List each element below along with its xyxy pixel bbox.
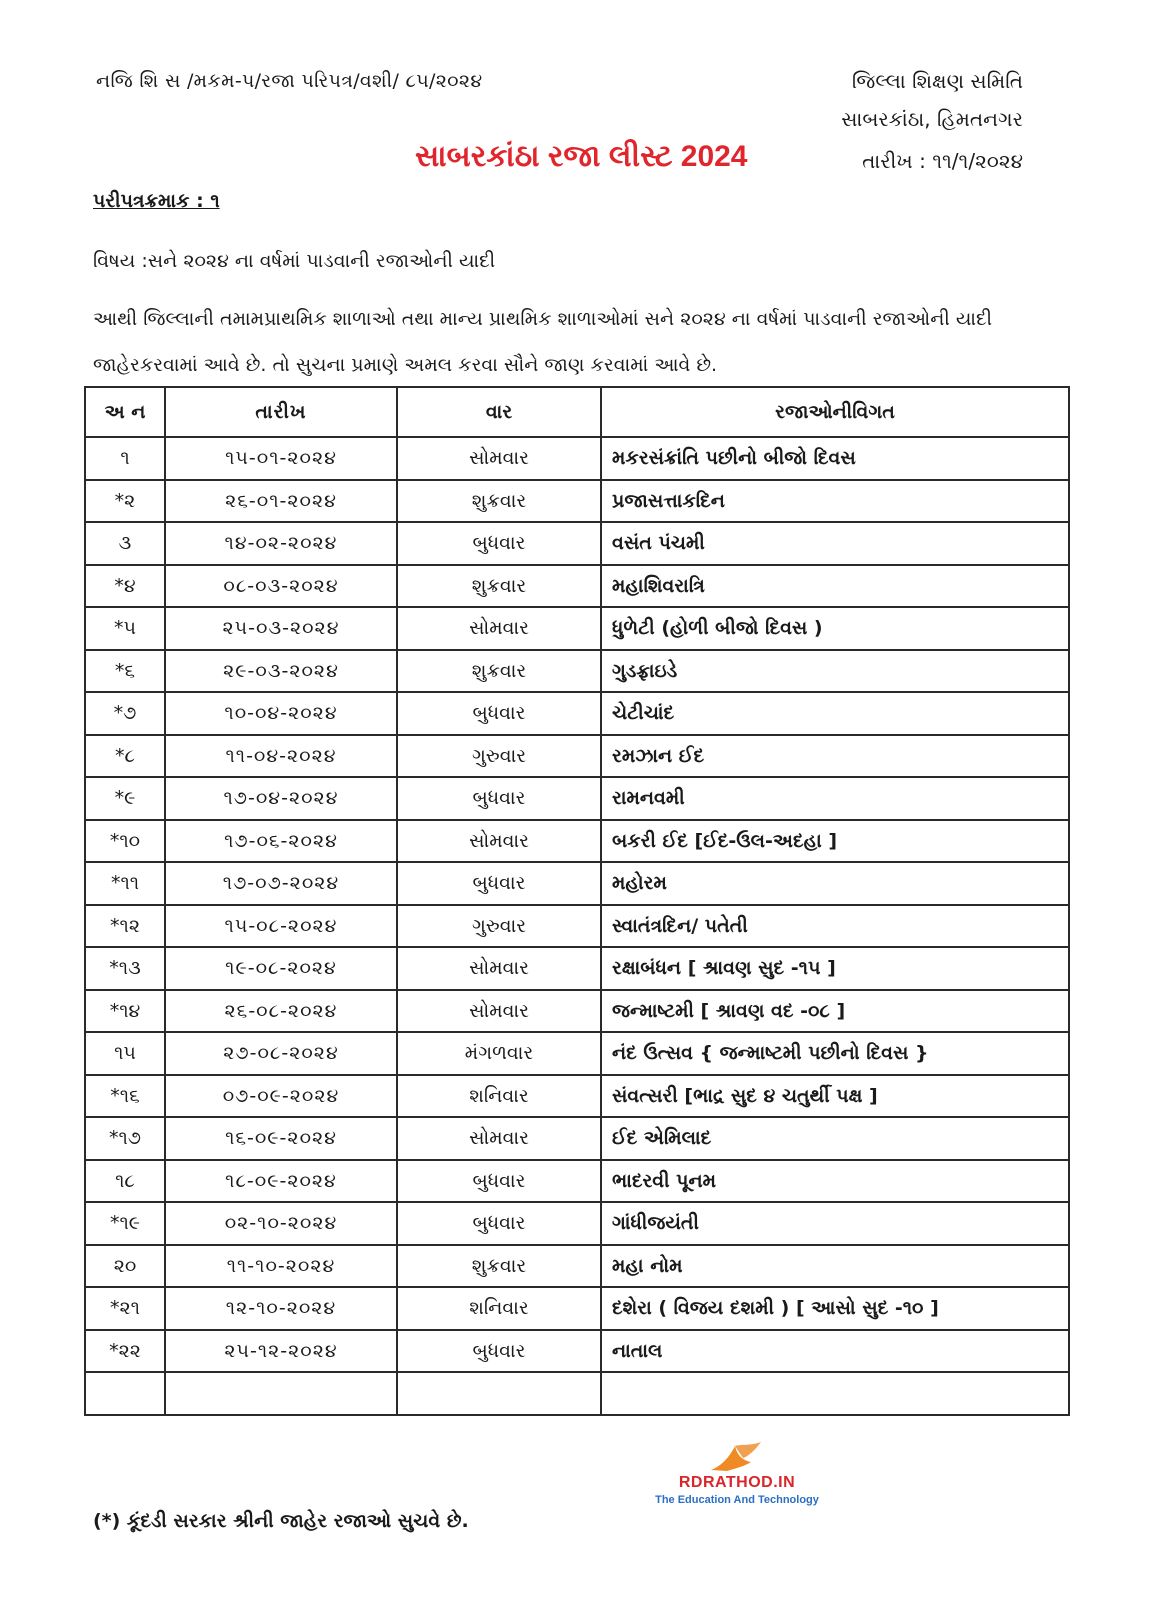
page-title: સાબરકાંઠા રજા લીસ્ટ 2024 <box>415 140 748 173</box>
row-holiday-name: ગાંધીજયંતી <box>601 1202 1069 1245</box>
row-day: બુધવાર <box>397 1330 601 1373</box>
table-row <box>85 1287 1069 1330</box>
row-serial: ૧૮ <box>85 1160 165 1203</box>
row-holiday-name: દશેરા ( વિજય દશમી ) [ આસો સુદ -૧૦ ] <box>601 1287 1069 1330</box>
reference-number: નજિ શિ સ /મકમ-પ/રજા પરિપત્ર/વશી/ ૮૫/૨૦૨૪ <box>96 70 483 92</box>
row-serial: *૪ <box>85 565 165 608</box>
row-day: શનિવાર <box>397 1287 601 1330</box>
document-date: તારીખ : ૧૧/૧/૨૦૨૪ <box>862 149 1023 173</box>
table-row <box>85 565 1069 608</box>
row-serial: *૧૦ <box>85 820 165 863</box>
row-holiday-name: વસંત પંચમી <box>601 522 1069 565</box>
row-day: શુક્રવાર <box>397 480 601 523</box>
row-date: ૧૭-૦૪-૨૦૨૪ <box>165 777 397 820</box>
row-day <box>397 1372 601 1415</box>
row-date: ૨૭-૦૮-૨૦૨૪ <box>165 1032 397 1075</box>
table-row <box>85 1245 1069 1288</box>
table-row <box>85 862 1069 905</box>
row-date: ૦૮-૦૩-૨૦૨૪ <box>165 565 397 608</box>
table-header-row <box>85 387 1069 437</box>
row-serial: *૨ <box>85 480 165 523</box>
row-date: ૨૯-૦૩-૨૦૨૪ <box>165 650 397 693</box>
row-date: ૧૫-૦૮-૨૦૨૪ <box>165 905 397 948</box>
table-row <box>85 1075 1069 1118</box>
row-date: ૧૭-૦૭-૨૦૨૪ <box>165 862 397 905</box>
table-row <box>85 650 1069 693</box>
row-day: બુધવાર <box>397 692 601 735</box>
table-row <box>85 692 1069 735</box>
row-holiday-name: સ્વાતંત્રદિન/ પતેતી <box>601 905 1069 948</box>
row-holiday-name: મહા નોમ <box>601 1245 1069 1288</box>
row-date: ૨૬-૦૮-૨૦૨૪ <box>165 990 397 1033</box>
row-day: બુધવાર <box>397 1160 601 1203</box>
row-holiday-name: મહોરમ <box>601 862 1069 905</box>
row-day: સોમવાર <box>397 990 601 1033</box>
row-serial: *૨૧ <box>85 1287 165 1330</box>
table-row <box>85 947 1069 990</box>
table-row <box>85 1372 1069 1415</box>
table-row <box>85 1032 1069 1075</box>
table-row <box>85 437 1069 480</box>
header-serial: અ ન <box>85 387 165 437</box>
row-holiday-name: ગુડફ્રાઇડે <box>601 650 1069 693</box>
row-date: ૧૭-૦૬-૨૦૨૪ <box>165 820 397 863</box>
intro-line-2: જાહેરકરવામાં આવે છે. તો સુચના પ્રમાણે અમલ કરવા સૌને જાણ કરવામાં આવે છે. <box>93 354 718 376</box>
row-serial: ૩ <box>85 522 165 565</box>
row-holiday-name: ભાદરવી પૂનમ <box>601 1160 1069 1203</box>
header-day: વાર <box>397 387 601 437</box>
table-row <box>85 820 1069 863</box>
row-date: ૧૮-૦૯-૨૦૨૪ <box>165 1160 397 1203</box>
row-holiday-name: મહાશિવરાત્રિ <box>601 565 1069 608</box>
footnote: (*) કૂંદડી સરકાર શ્રીની જાહેર રજાઓ સુચવે છે. <box>93 1510 469 1532</box>
row-holiday-name: નંદ ઉત્સવ { જન્માષ્ટમી પછીનો દિવસ } <box>601 1032 1069 1075</box>
row-holiday-name: નાતાલ <box>601 1330 1069 1373</box>
row-serial: *૧૧ <box>85 862 165 905</box>
row-holiday-name: બકરી ઈદ [ઈદ-ઉલ-અદહા ] <box>601 820 1069 863</box>
row-date: ૧૨-૧૦-૨૦૨૪ <box>165 1287 397 1330</box>
row-day: સોમવાર <box>397 1117 601 1160</box>
logo-tagline: The Education And Technology <box>655 1494 819 1506</box>
office-block <box>841 62 1023 180</box>
intro-paragraph <box>93 296 1083 388</box>
row-serial <box>85 1372 165 1415</box>
row-day: બુધવાર <box>397 1202 601 1245</box>
row-serial: *૧૩ <box>85 947 165 990</box>
row-holiday-name: રામનવમી <box>601 777 1069 820</box>
watermark-logo <box>637 1440 837 1506</box>
row-serial: *૧૪ <box>85 990 165 1033</box>
table-row <box>85 905 1069 948</box>
row-serial: *૬ <box>85 650 165 693</box>
row-holiday-name: રમઝાન ઈદ <box>601 735 1069 778</box>
row-serial: *૧૬ <box>85 1075 165 1118</box>
table-row <box>85 1330 1069 1373</box>
row-holiday-name: ધુળેટી (હોળી બીજો દિવસ ) <box>601 607 1069 650</box>
intro-line-1: આથી જિલ્લાની તમામપ્રાથમિક શાળાઓ તથા માન્ય પ્રાથમિક શાળાઓમાં સને ૨૦૨૪ ના વર્ષમાં પાડવાની રજાઓની યાદી <box>93 308 993 330</box>
row-day: ગુરુવાર <box>397 735 601 778</box>
row-date: ૧૧-૦૪-૨૦૨૪ <box>165 735 397 778</box>
office-location: સાબરકાંઠા, હિમતનગર <box>841 107 1023 131</box>
row-date: ૧૧-૧૦-૨૦૨૪ <box>165 1245 397 1288</box>
row-day: શુક્રવાર <box>397 1245 601 1288</box>
table-row <box>85 1160 1069 1203</box>
row-date: ૧૦-૦૪-૨૦૨૪ <box>165 692 397 735</box>
table-row <box>85 990 1069 1033</box>
table-row <box>85 607 1069 650</box>
row-serial: *૧૭ <box>85 1117 165 1160</box>
logo-name: RDRATHOD.IN <box>678 1474 796 1491</box>
row-serial: *૨૨ <box>85 1330 165 1373</box>
row-date <box>165 1372 397 1415</box>
holiday-table <box>84 386 1070 1416</box>
row-day: સોમવાર <box>397 820 601 863</box>
row-date: ૨૬-૦૧-૨૦૨૪ <box>165 480 397 523</box>
row-date: ૧૫-૦૧-૨૦૨૪ <box>165 437 397 480</box>
table-row <box>85 480 1069 523</box>
row-day: શુક્રવાર <box>397 565 601 608</box>
subject-line: વિષય :સને ૨૦૨૪ ના વર્ષમાં પાડવાની રજાઓની યાદી <box>93 250 496 272</box>
row-serial: ૧૫ <box>85 1032 165 1075</box>
row-holiday-name: જન્માષ્ટમી [ શ્રાવણ વદ -૦૮ ] <box>601 990 1069 1033</box>
row-day: બુધવાર <box>397 522 601 565</box>
row-holiday-name: ઈદ એમિલાદ <box>601 1117 1069 1160</box>
row-date: ૧૪-૦૨-૨૦૨૪ <box>165 522 397 565</box>
row-holiday-name: સંવત્સરી [ભાદ્ર સુદ ૪ ચતુર્થી પક્ષ ] <box>601 1075 1069 1118</box>
row-holiday-name <box>601 1372 1069 1415</box>
office-name: જિલ્લા શિક્ષણ સમિતિ <box>851 69 1023 93</box>
row-date: ૧૬-૦૯-૨૦૨૪ <box>165 1117 397 1160</box>
row-day: શુક્રવાર <box>397 650 601 693</box>
row-day: સોમવાર <box>397 437 601 480</box>
table-row <box>85 522 1069 565</box>
header-holiday: રજાઓનીવિગત <box>601 387 1069 437</box>
row-day: મંગળવાર <box>397 1032 601 1075</box>
row-day: સોમવાર <box>397 607 601 650</box>
header-date: તારીખ <box>165 387 397 437</box>
circular-number: પરીપત્રક્રમાક : ૧ <box>93 190 220 212</box>
row-date: ૨૫-૧૨-૨૦૨૪ <box>165 1330 397 1373</box>
row-serial: ૨૦ <box>85 1245 165 1288</box>
row-serial: *૧૯ <box>85 1202 165 1245</box>
row-day: શનિવાર <box>397 1075 601 1118</box>
row-day: બુધવાર <box>397 777 601 820</box>
table-row <box>85 735 1069 778</box>
row-serial: *૭ <box>85 692 165 735</box>
row-holiday-name: ચેટીચાંદ <box>601 692 1069 735</box>
row-serial: ૧ <box>85 437 165 480</box>
row-serial: *૮ <box>85 735 165 778</box>
table-row <box>85 777 1069 820</box>
row-holiday-name: પ્રજાસત્તાકદિન <box>601 480 1069 523</box>
row-date: ૦૭-૦૯-૨૦૨૪ <box>165 1075 397 1118</box>
table-row <box>85 1202 1069 1245</box>
row-serial: *૧૨ <box>85 905 165 948</box>
row-date: ૧૯-૦૮-૨૦૨૪ <box>165 947 397 990</box>
row-day: ગુરુવાર <box>397 905 601 948</box>
row-serial: *૯ <box>85 777 165 820</box>
row-holiday-name: મકરસંક્રાંતિ પછીનો બીજો દિવસ <box>601 437 1069 480</box>
row-date: ૨૫-૦૩-૨૦૨૪ <box>165 607 397 650</box>
row-day: બુધવાર <box>397 862 601 905</box>
row-day: સોમવાર <box>397 947 601 990</box>
bird-logo-icon <box>707 1440 767 1474</box>
row-date: ૦૨-૧૦-૨૦૨૪ <box>165 1202 397 1245</box>
table-row <box>85 1117 1069 1160</box>
row-holiday-name: રક્ષાબંધન [ શ્રાવણ સુદ -૧૫ ] <box>601 947 1069 990</box>
row-serial: *૫ <box>85 607 165 650</box>
